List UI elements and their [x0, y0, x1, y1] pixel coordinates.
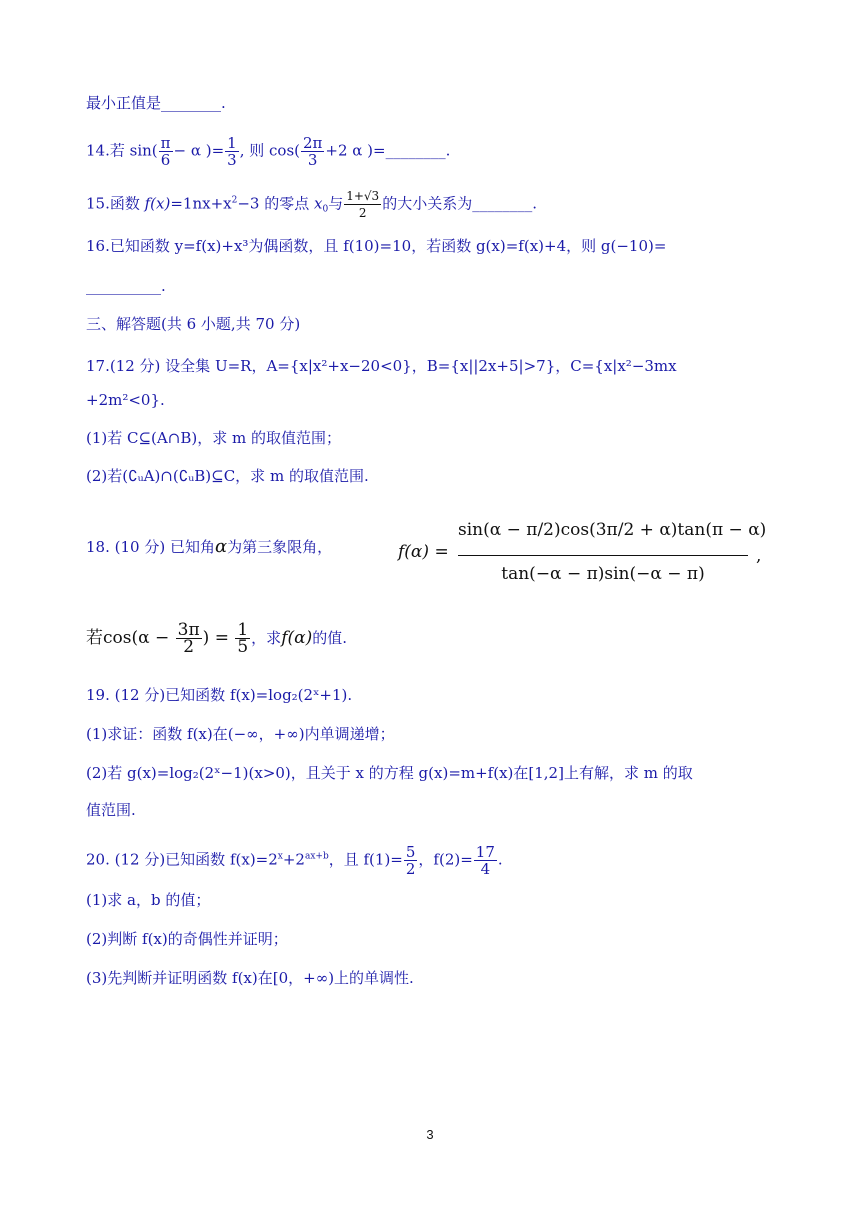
question-14: 14.若 sin( $\frac{\pi}{6}$ − α )= $\frac{1}{3}$ , 则 cos( $\frac{2\pi}{3}$ +2 α )=________. — [86, 134, 451, 169]
section-3-heading: 三、解答题(共 6 小题,共 70 分) — [86, 315, 301, 333]
question-19-part2-cont: 值范围. — [86, 801, 136, 819]
question-20-part3: (3)先判断并证明函数 f(x)在[0，+∞)上的单调性. — [86, 969, 414, 987]
document-page: 最小正值是________. 14.若 sin( $\frac{\pi}{6}$ − α )= $\frac{1}{3}$ , 则 cos( $\frac{2\pi}{3}$ +2 α )=________. 15.函数 $f(x)=1nx+x^2-3$ 的零点 $x_0$与 $\frac{1+√3}{2}$ 的大小关系为________. 16.已知函数 y=f(x)+x³为偶函数，且 f(10)=10，若函数 g(x)=f(x)+4，则 g(−10)= __________. 三、解答题(共 6 小题,共 70 分) 17.(12 分) 设全集 U=R，A={x|x²+x−20<0}，B={x||2x+5|>7}，C={x|x²−3mx +2m²<0}. (1)若 C⊆(A∩B)，求 m 的取值范围； (2)若(∁ᵤA)∩(∁ᵤB)⊆C，求 m 的取值范围. 18. (10 分) 已知角α为第三象限角， f(α) = sin(α − π/2)cos(3π/2 + α)tan(π − α) tan(−α − π)sin(−α − π) , 若cos(α − $\frac{3\pi}{2}$ ) = $\frac{1}{5}$ ，求f(α)的值. 19. (12 分)已知函数 f(x)=log₂(2ˣ+1). (1)求证：函数 f(x)在(−∞，+∞)内单调递增； (2)若 g(x)=log₂(2ˣ−1)(x>0)，且关于 x 的方程 g(x)=m+f(x)在[1,2]上有解，求 m 的取 值范围. 20. (12 分)已知函数 $f(x)=2^x+2^{ax+b}$，且 f(1)= $\frac{5}{2}$ ，f(2)= $\frac{17}{4}$ . (1)求 a，b 的值； (2)判断 f(x)的奇偶性并证明； (3)先判断并证明函数 f(x)在[0，+∞)上的单调性. 3 — [0, 0, 860, 1215]
fraction: $\frac{5}{2}$ — [405, 843, 416, 878]
fraction: $\frac{\pi}{6}$ — [160, 134, 171, 169]
question-17-line2: +2m²<0}. — [86, 391, 165, 409]
question-19-line1: 19. (12 分)已知函数 f(x)=log₂(2ˣ+1). — [86, 686, 353, 704]
question-16-line1: 16.已知函数 y=f(x)+x³为偶函数，且 f(10)=10，若函数 g(x)=f(x)+4，则 g(−10)= — [86, 237, 667, 255]
line-13-tail: 最小正值是________. — [86, 94, 226, 112]
equation-numerator: sin(α − π/2)cos(3π/2 + α)tan(π − α) — [458, 520, 767, 540]
question-18-condition: 若cos(α − $\frac{3\pi}{2}$ ) = $\frac{1}{5}$ ，求f(α)的值. — [86, 620, 348, 657]
fraction: $\frac{3\pi}{2}$ — [177, 620, 200, 657]
question-17-line1: 17.(12 分) 设全集 U=R，A={x|x²+x−20<0}，B={x||2x+5|>7}，C={x|x²−3mx — [86, 357, 677, 375]
page-number: 3 — [426, 1127, 434, 1142]
question-17-part1: (1)若 C⊆(A∩B)，求 m 的取值范围； — [86, 429, 341, 447]
fraction-bar — [458, 555, 748, 556]
question-19-part2: (2)若 g(x)=log₂(2ˣ−1)(x>0)，且关于 x 的方程 g(x)=m+f(x)在[1,2]上有解，求 m 的取 — [86, 764, 693, 782]
fraction: $\frac{1}{3}$ — [227, 134, 237, 169]
fraction: $\frac{17}{4}$ — [475, 843, 495, 878]
question-15: 15.函数 $f(x)=1nx+x^2-3$ 的零点 $x_0$与 $\frac{1+√3}{2}$ 的大小关系为________. — [86, 189, 537, 220]
fraction: $\frac{2\pi}{3}$ — [303, 134, 323, 169]
question-20-part1: (1)求 a，b 的值； — [86, 891, 211, 909]
question-20-line1: 20. (12 分)已知函数 $f(x)=2^x+2^{ax+b}$，且 f(1)= $\frac{5}{2}$ ，f(2)= $\frac{17}{4}$ . — [86, 843, 503, 878]
question-16-line2: __________. — [86, 277, 166, 295]
question-18-intro: 18. (10 分) 已知角α为第三象限角， — [86, 536, 333, 557]
fraction: $\frac{1}{5}$ — [237, 620, 249, 657]
fraction-image: $\frac{1+√3}{2}$ — [346, 189, 380, 220]
question-17-part2: (2)若(∁ᵤA)∩(∁ᵤB)⊆C，求 m 的取值范围. — [86, 467, 369, 485]
question-19-part1: (1)求证：函数 f(x)在(−∞，+∞)内单调递增； — [86, 725, 395, 743]
question-20-part2: (2)判断 f(x)的奇偶性并证明； — [86, 930, 288, 948]
equation-denominator: tan(−α − π)sin(−α − π) — [501, 564, 705, 584]
